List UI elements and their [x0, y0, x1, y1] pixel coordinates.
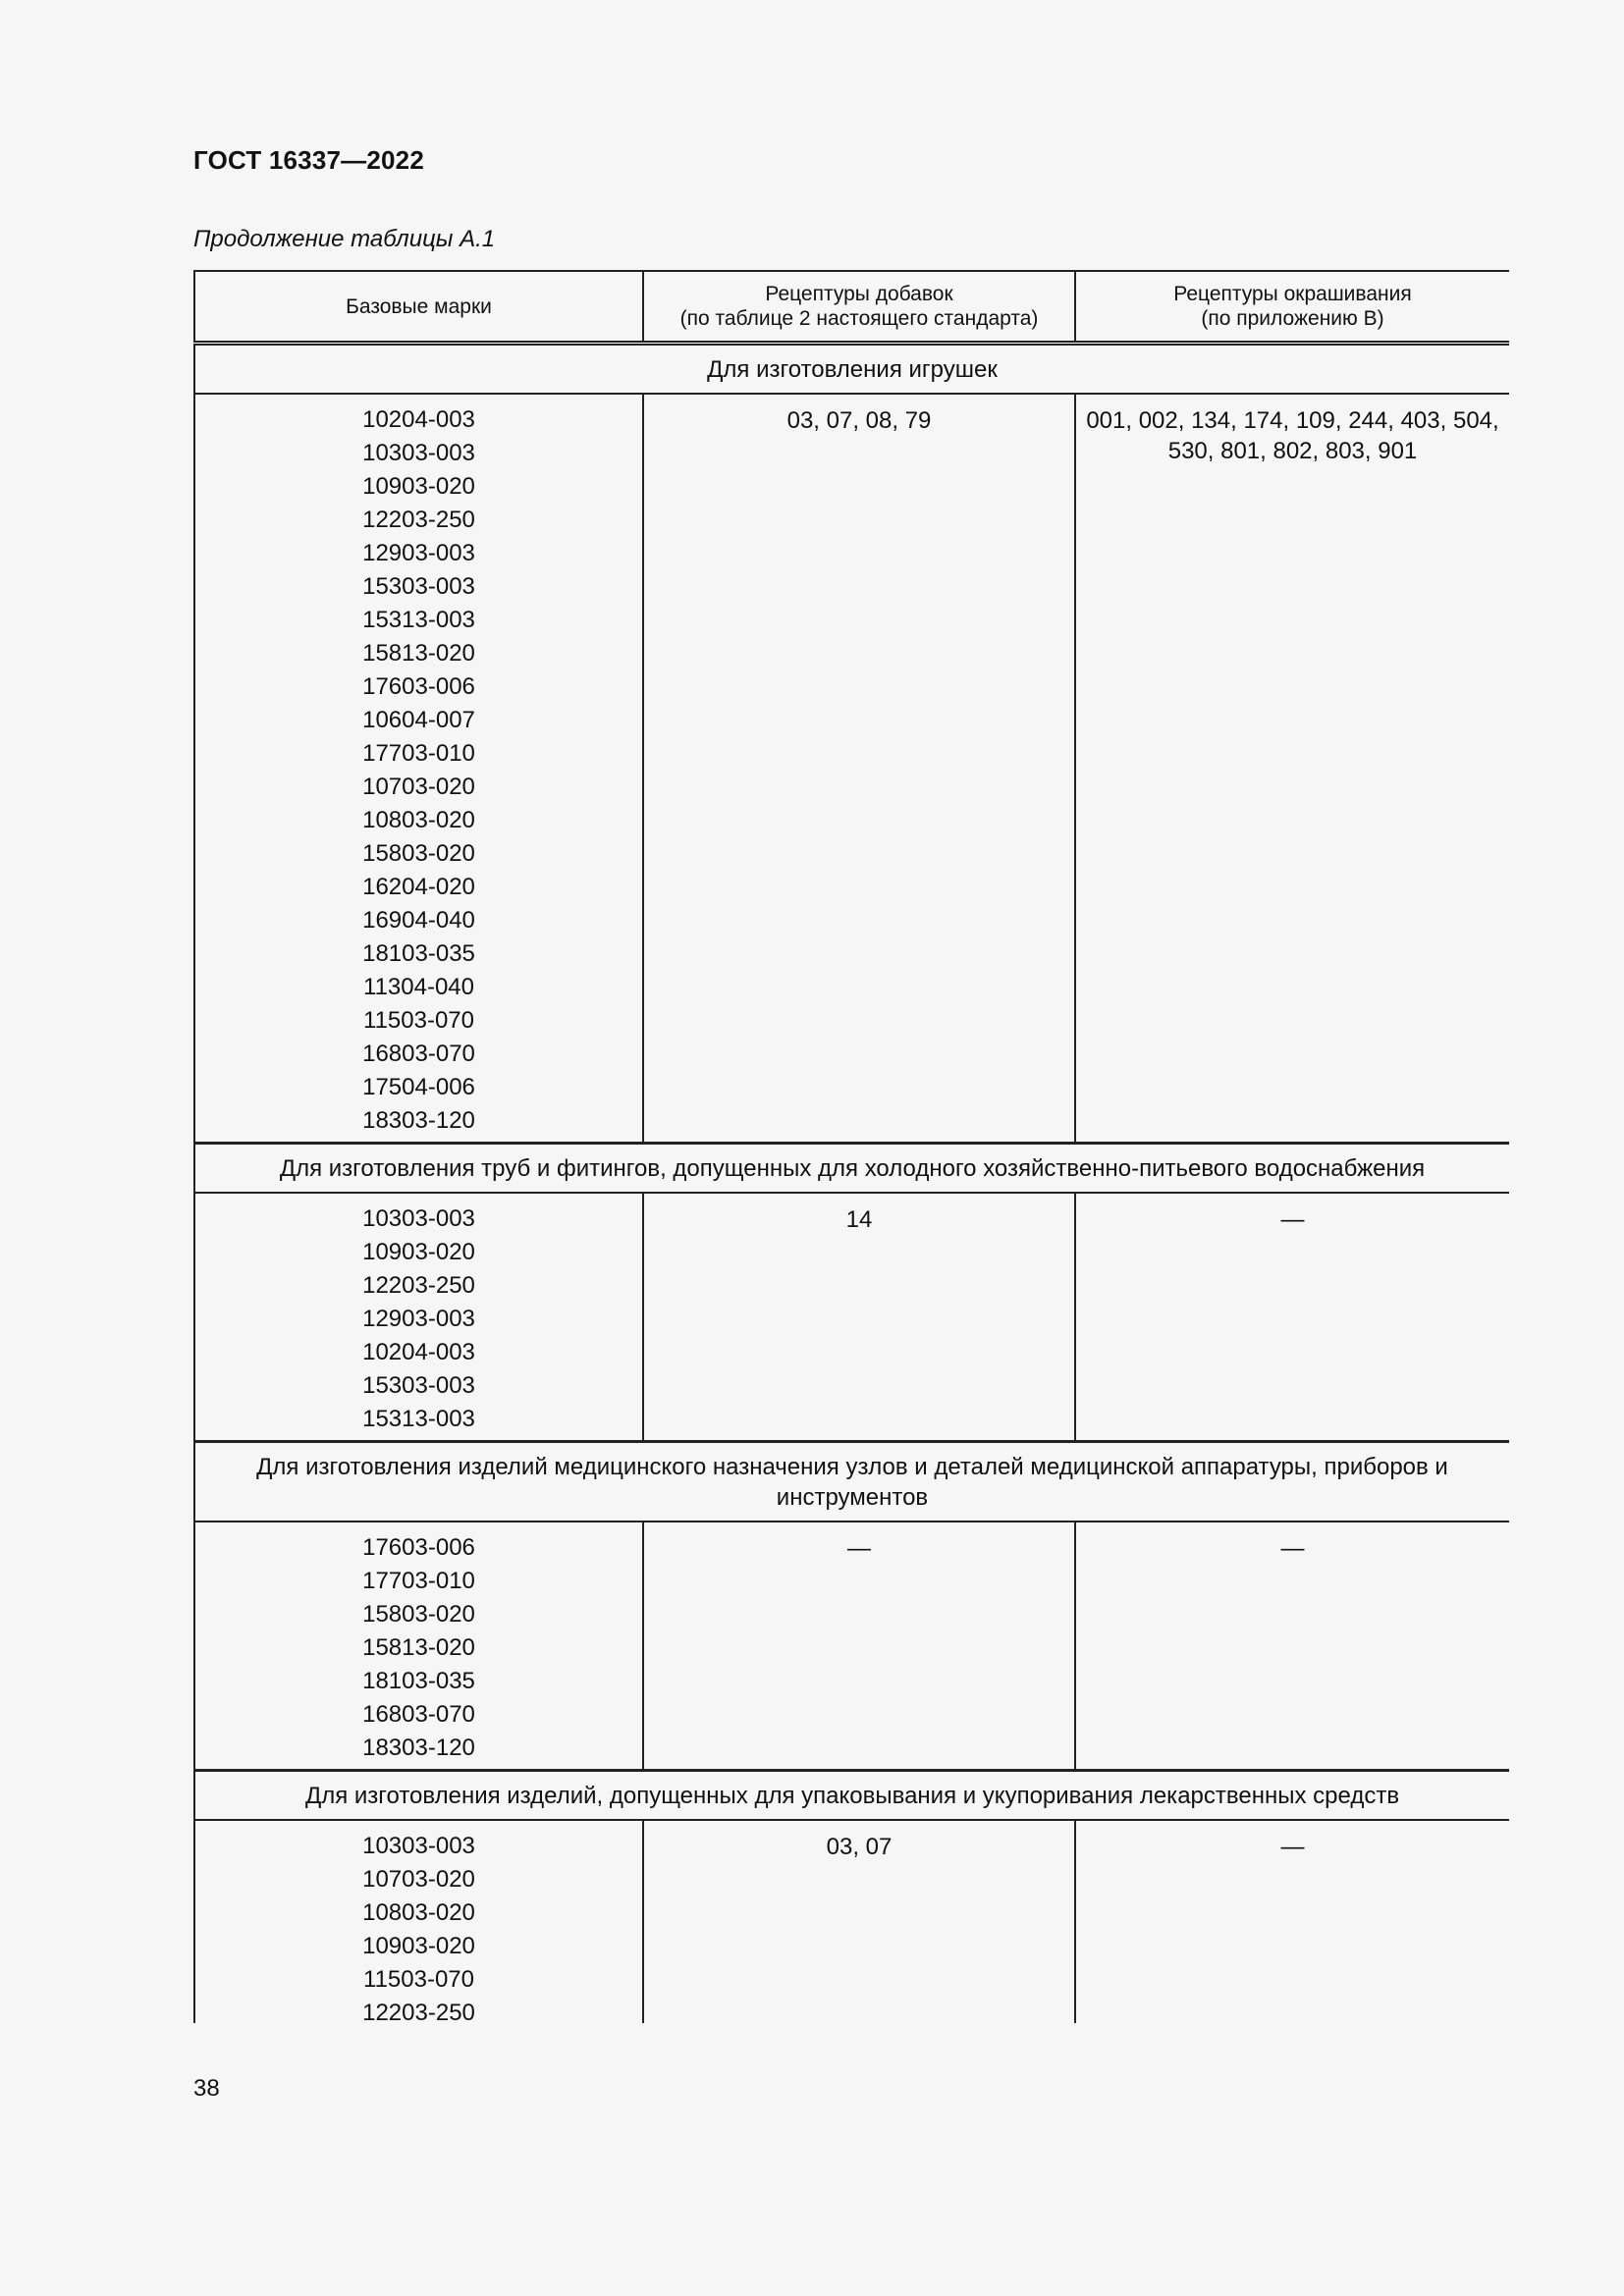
base-grade-code: 16204-020 [362, 874, 475, 900]
base-grade-code: 10303-003 [362, 1833, 475, 1859]
base-grade-code: 10803-020 [362, 1899, 475, 1926]
base-grade-code: 17504-006 [362, 1074, 475, 1100]
base-grade-code: 15313-003 [362, 1406, 475, 1432]
base-grade-code: 12903-003 [362, 540, 475, 566]
table-caption: Продолжение таблицы А.1 [193, 226, 496, 252]
section-data-row [194, 1193, 1509, 1442]
section-title-row [194, 1144, 1509, 1194]
base-grade-code: 10303-003 [362, 1205, 475, 1232]
section-data-row [194, 394, 1509, 1144]
section-title-row [194, 1771, 1509, 1821]
section-title-row [194, 1442, 1509, 1522]
base-grade-code: 15303-003 [362, 573, 475, 600]
additives-cell: 03, 07, 08, 79 [643, 394, 1075, 1144]
base-grades-cell [194, 1522, 643, 1771]
base-grades-cell [194, 1820, 643, 2023]
base-grade-code: 16803-070 [362, 1041, 475, 1067]
base-grade-code: 17603-006 [362, 673, 475, 700]
section-title: Для изготовления труб и фитингов, допущенных для холодного хозяйственно-питьевого водоснабжения [194, 1144, 1509, 1194]
section-data-row [194, 1820, 1509, 2023]
base-grade-code: 18103-035 [362, 940, 475, 967]
coloring-cell: — [1075, 1820, 1509, 2023]
base-grades-cell [194, 394, 643, 1144]
base-grade-code: 15803-020 [362, 840, 475, 867]
base-grade-code: 17703-010 [362, 1568, 475, 1594]
base-grade-code: 10903-020 [362, 1933, 475, 1959]
base-grade-code: 16904-040 [362, 907, 475, 934]
base-grade-code: 10604-007 [362, 707, 475, 733]
additives-cell: 03, 07 [643, 1820, 1075, 2023]
base-grade-code: 10703-020 [362, 774, 475, 800]
coloring-cell: 001, 002, 134, 174, 109, 244, 403, 504, 530, 801, 802, 803, 901 [1075, 394, 1509, 1144]
column-header-coloring: Рецептуры окрашивания (по приложению В) [1075, 271, 1509, 344]
base-grades-cell [194, 1193, 643, 1442]
base-grade-code: 11503-070 [363, 1007, 474, 1034]
base-grade-code: 10803-020 [362, 807, 475, 833]
grades-table [193, 270, 1509, 2023]
base-grade-code: 10903-020 [362, 473, 475, 500]
section-data-row [194, 1522, 1509, 1771]
base-grade-code: 11304-040 [363, 974, 474, 1000]
document-header: ГОСТ 16337—2022 [193, 145, 424, 175]
coloring-cell: — [1075, 1522, 1509, 1771]
section-title: Для изготовления изделий, допущенных для упаковывания и укупоривания лекарственных средств [194, 1771, 1509, 1821]
table-header-row [194, 271, 1509, 344]
base-grade-code: 18303-120 [362, 1735, 475, 1761]
base-grade-code: 17703-010 [362, 740, 475, 767]
base-grade-code: 18103-035 [362, 1668, 475, 1694]
base-grade-code: 15813-020 [362, 1634, 475, 1661]
base-grade-code: 11503-070 [363, 1966, 474, 1993]
table-container [193, 270, 1509, 2023]
table-body [194, 344, 1509, 2024]
base-grade-code: 12203-250 [362, 2000, 475, 2023]
base-grade-code: 10903-020 [362, 1239, 475, 1265]
base-grade-code: 10303-003 [362, 440, 475, 466]
section-title-row [194, 344, 1509, 395]
base-grade-code: 15313-003 [362, 607, 475, 633]
base-grade-code: 16803-070 [362, 1701, 475, 1728]
additives-cell: 14 [643, 1193, 1075, 1442]
section-title: Для изготовления игрушек [194, 344, 1509, 395]
base-grade-code: 10204-003 [362, 1339, 475, 1365]
base-grade-code: 10703-020 [362, 1866, 475, 1893]
base-grade-code: 15303-003 [362, 1372, 475, 1399]
base-grade-code: 12203-250 [362, 1272, 475, 1299]
column-header-additives: Рецептуры добавок (по таблице 2 настоящего стандарта) [643, 271, 1075, 344]
column-header-base-grades: Базовые марки [194, 271, 643, 344]
section-title: Для изготовления изделий медицинского назначения узлов и деталей медицинской аппаратуры, приборов и инструментов [194, 1442, 1509, 1522]
base-grade-code: 10204-003 [362, 406, 475, 433]
base-grade-code: 18303-120 [362, 1107, 475, 1134]
page-number: 38 [193, 2075, 220, 2102]
base-grade-code: 12903-003 [362, 1306, 475, 1332]
additives-cell: — [643, 1522, 1075, 1771]
base-grade-code: 15803-020 [362, 1601, 475, 1628]
base-grade-code: 12203-250 [362, 507, 475, 533]
base-grade-code: 15813-020 [362, 640, 475, 667]
base-grade-code: 17603-006 [362, 1534, 475, 1561]
coloring-cell: — [1075, 1193, 1509, 1442]
